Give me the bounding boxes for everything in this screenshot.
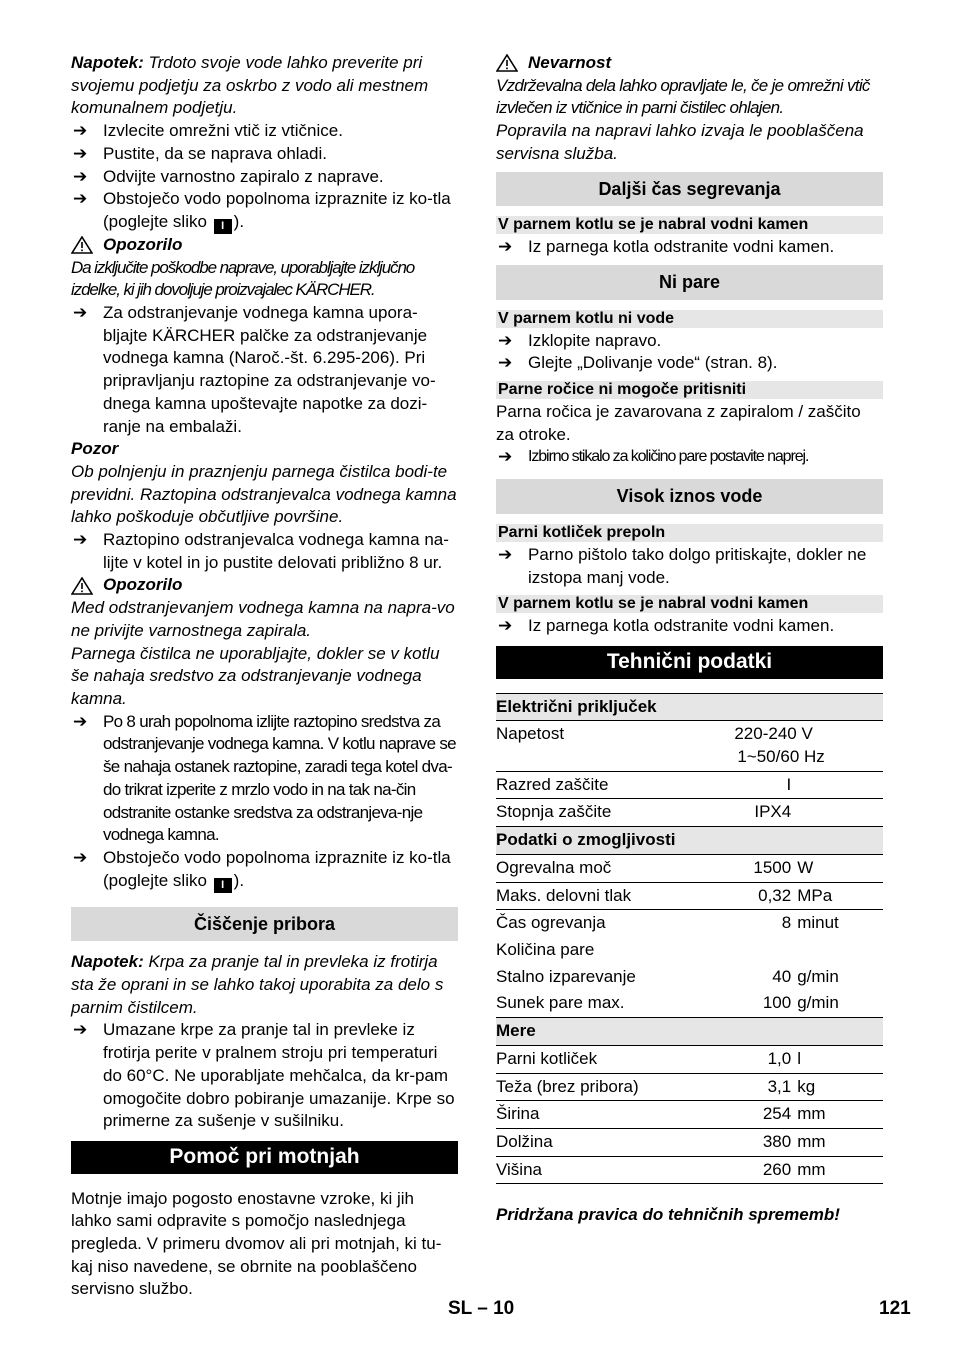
caution-title: Pozor — [71, 439, 119, 459]
technical-data-table — [496, 693, 883, 1185]
caution-text: Ob polnjenju in praznjenju parnega čistilca bodi-te previdni. Raztopina odstranjevalca vodnega kamna lahko poškoduje občutljive površine. — [71, 461, 457, 527]
step-descale: ➔ Za odstranjevanje vodnega kamna upora-bljajte KÄRCHER palčke za odstranjevanje vodnega kamna (Naroč.-št. 6.295-206). Pri pripravljanju raztopine za odstranjevanje vo-dnega kamna upoštevajte napotke za dozi-ranje na embalaži. — [73, 303, 436, 436]
arrow-right-icon: ➔ — [73, 847, 88, 867]
heading-troubleshooting: Pomoč pri motnjah — [71, 1141, 458, 1174]
step-unscrew: ➔ Odvijte varnostno zapiralo z naprave. — [71, 166, 458, 189]
arrow-right-icon: ➔ — [498, 616, 513, 636]
step-pour: ➔ Raztopino odstranjevalca vodnega kamna na-lijte v kotel in jo pustite delovati približno 8 ur. — [73, 530, 449, 572]
table-row: Napetost 220-240 V 1~50/60 Hz — [496, 721, 883, 771]
table-row: Teža (brez pribora) 3,1 kg — [496, 1073, 883, 1101]
step-drain: ➔ Obstoječo vodo popolnoma izpraznite iz ko-tla (poglejte sliko I ). — [73, 189, 451, 232]
warning-triangle-icon — [71, 236, 93, 254]
arrow-right-icon: ➔ — [73, 166, 88, 186]
table-row: Širina 254 mm — [496, 1101, 883, 1129]
table-row: Ogrevalna moč 1500 W — [496, 854, 883, 882]
troubleshooting-intro: Motnje imajo pogosto enostavne vzroke, ki jih lahko sami odpravite s pomočjo naslednjega pregleda. V primeru dvomov ali pri motnjah, ki tu-kaj niso navedene, se obrnite na pooblaščeno servisno službo. — [71, 1188, 442, 1299]
arrow-right-icon: ➔ — [73, 143, 88, 163]
arrow-right-icon: ➔ — [498, 447, 512, 467]
table-row: Stopnja zaščite IPX4 — [496, 802, 792, 822]
step-wash: ➔ Umazane krpe za pranje tal in prevleke iz frotirja perite v pralnem stroju pri temperaturi do 60°C. Ne uporabljate mehčalca, da kr-pam omogočite dobro pobiranje umazanije. Krpe so primerne za sušenje v sušilniku. — [73, 1020, 455, 1131]
footer-section: SL – 10 — [448, 1298, 515, 1319]
table-row: Količina pare — [496, 939, 595, 959]
note-cloths: Napotek: Krpa za pranje tal in prevleka iz frotirja sta že oprani in se lahko takoj uporabita za delo s parnim čistilcem. — [71, 952, 444, 1017]
remedy-refill: ➔ Glejte „Dolivanje vode“ (stran. 8). — [496, 352, 883, 375]
table-row: Razred zaščite I — [496, 771, 883, 799]
step-unplug: ➔ Izvlecite omrežni vtič iz vtičnice. — [71, 120, 458, 143]
arrow-right-icon: ➔ — [498, 330, 513, 350]
warning-text: Med odstranjevanjem vodnega kamna na napra-vo ne privijte varnostnega zapirala. — [71, 598, 455, 640]
step-cool: ➔ Pustite, da se naprava ohladi. — [71, 143, 458, 166]
table-group: Podatki o zmogljivosti — [496, 827, 883, 855]
table-row: Čas ogrevanja 8 minut — [496, 913, 839, 933]
arrow-right-icon: ➔ — [73, 1020, 88, 1040]
warning-triangle-icon — [71, 577, 93, 595]
reserved-rights-note: Pridržana pravica do tehničnih sprememb! — [496, 1205, 840, 1225]
arrow-right-icon: ➔ — [73, 711, 87, 731]
heading-high-water: Visok iznos vode — [496, 479, 883, 514]
left-column — [71, 52, 458, 1301]
arrow-right-icon: ➔ — [498, 544, 513, 564]
remedy-descale: ➔ Iz parnega kotla odstranite vodni kamen. — [496, 615, 883, 638]
table-row: Sunek pare max. 100 g/min — [496, 993, 839, 1013]
danger-text: Popravila na napravi lahko izvaja le pooblaščena servisna služba. — [496, 121, 864, 163]
remedy-switch-off: ➔ Izklopite napravo. — [496, 330, 883, 353]
warning-triangle-icon — [496, 54, 518, 72]
arrow-right-icon: ➔ — [73, 303, 88, 323]
table-group: Električni priključek — [496, 693, 883, 721]
arrow-right-icon: ➔ — [498, 353, 513, 373]
figure-ref-badge: I — [214, 219, 232, 234]
page-number: 121 — [879, 1298, 911, 1319]
table-group: Mere — [496, 1018, 883, 1046]
cause-no-water: V parnem kotlu ni vode — [496, 310, 883, 328]
table-row: Višina 260 mm — [496, 1156, 883, 1184]
arrow-right-icon: ➔ — [73, 530, 88, 550]
heading-long-heating: Daljši čas segrevanja — [496, 172, 883, 207]
cause-scale: V parnem kotlu se je nabral vodni kamen — [496, 216, 883, 234]
danger-header: Nevarnost — [496, 52, 883, 75]
figure-ref-badge: I — [214, 878, 232, 893]
cause-overfull: Parni kotliček prepoln — [496, 524, 883, 542]
right-column — [496, 52, 883, 1227]
danger-text: Vzdrževalna dela lahko opravljate le, če je omrežni vtič izvlečen iz vtičnice in parni čistilec ohlajen. — [496, 75, 870, 118]
remedy-selector: ➔ Izbirno stikalo za količino pare postavite naprej. — [496, 446, 883, 469]
warning-header: Opozorilo — [71, 234, 458, 257]
heading-technical-data: Tehnični podatki — [496, 646, 883, 679]
table-row: Maks. delovni tlak 0,32 MPa — [496, 882, 883, 910]
arrow-right-icon: ➔ — [73, 121, 88, 141]
warning-header: Opozorilo — [71, 574, 458, 597]
step-drain: ➔ Obstoječo vodo popolnoma izpraznite iz ko-tla (poglejte sliko I ). — [73, 847, 451, 891]
cause-lever: Parne ročice ni mogoče pritisniti — [496, 381, 883, 399]
heading-accessory-cleaning: Čiščenje pribora — [71, 907, 458, 942]
heading-no-steam: Ni pare — [496, 265, 883, 300]
step-after-8-hours: ➔ Po 8 urah popolnoma izlijte raztopino sredstva za odstranjevanje vodnega kamna. V kotlu naprave se še nahaja ostanek raztopine, zaradi tega kotel dva- do trikrat izperite z mrzlo vodo in na tak na-čin odstranite ostanke sredstva za odstranjeva-nje vodnega kamna. — [73, 711, 456, 845]
note-hardness: Napotek: Trdoto svoje vode lahko preverite pri svojemu podjetju za oskrbo z vodo ali mestnem komunalnem podjetju. — [71, 53, 429, 118]
warning-text: Da izključite poškodbe naprave, uporabljajte izključno izdelke, ki jih dovoljuje proizvajalec KÄRCHER. — [71, 257, 415, 300]
table-row: Stalno izparevanje 40 g/min — [496, 966, 839, 986]
warning-text: Parnega čistilca ne uporabljajte, dokler se v kotlu še nahaja sredstvo za odstranjevanje vodnega kamna. — [71, 643, 440, 708]
remedy-press: ➔ Parno pištolo tako dolgo pritiskajte, dokler ne izstopa manj vode. — [498, 544, 867, 587]
table-row: Dolžina 380 mm — [496, 1128, 883, 1156]
arrow-right-icon: ➔ — [73, 189, 88, 209]
cause-scale: V parnem kotlu se je nabral vodni kamen — [496, 595, 883, 613]
lever-text: Parna ročica je zavarovana z zapiralom / zaščito za otroke. — [496, 402, 861, 444]
remedy-descale: ➔ Iz parnega kotla odstranite vodni kamen. — [496, 236, 883, 259]
table-row: Parni kotliček 1,0 l — [496, 1045, 883, 1073]
arrow-right-icon: ➔ — [498, 237, 513, 257]
